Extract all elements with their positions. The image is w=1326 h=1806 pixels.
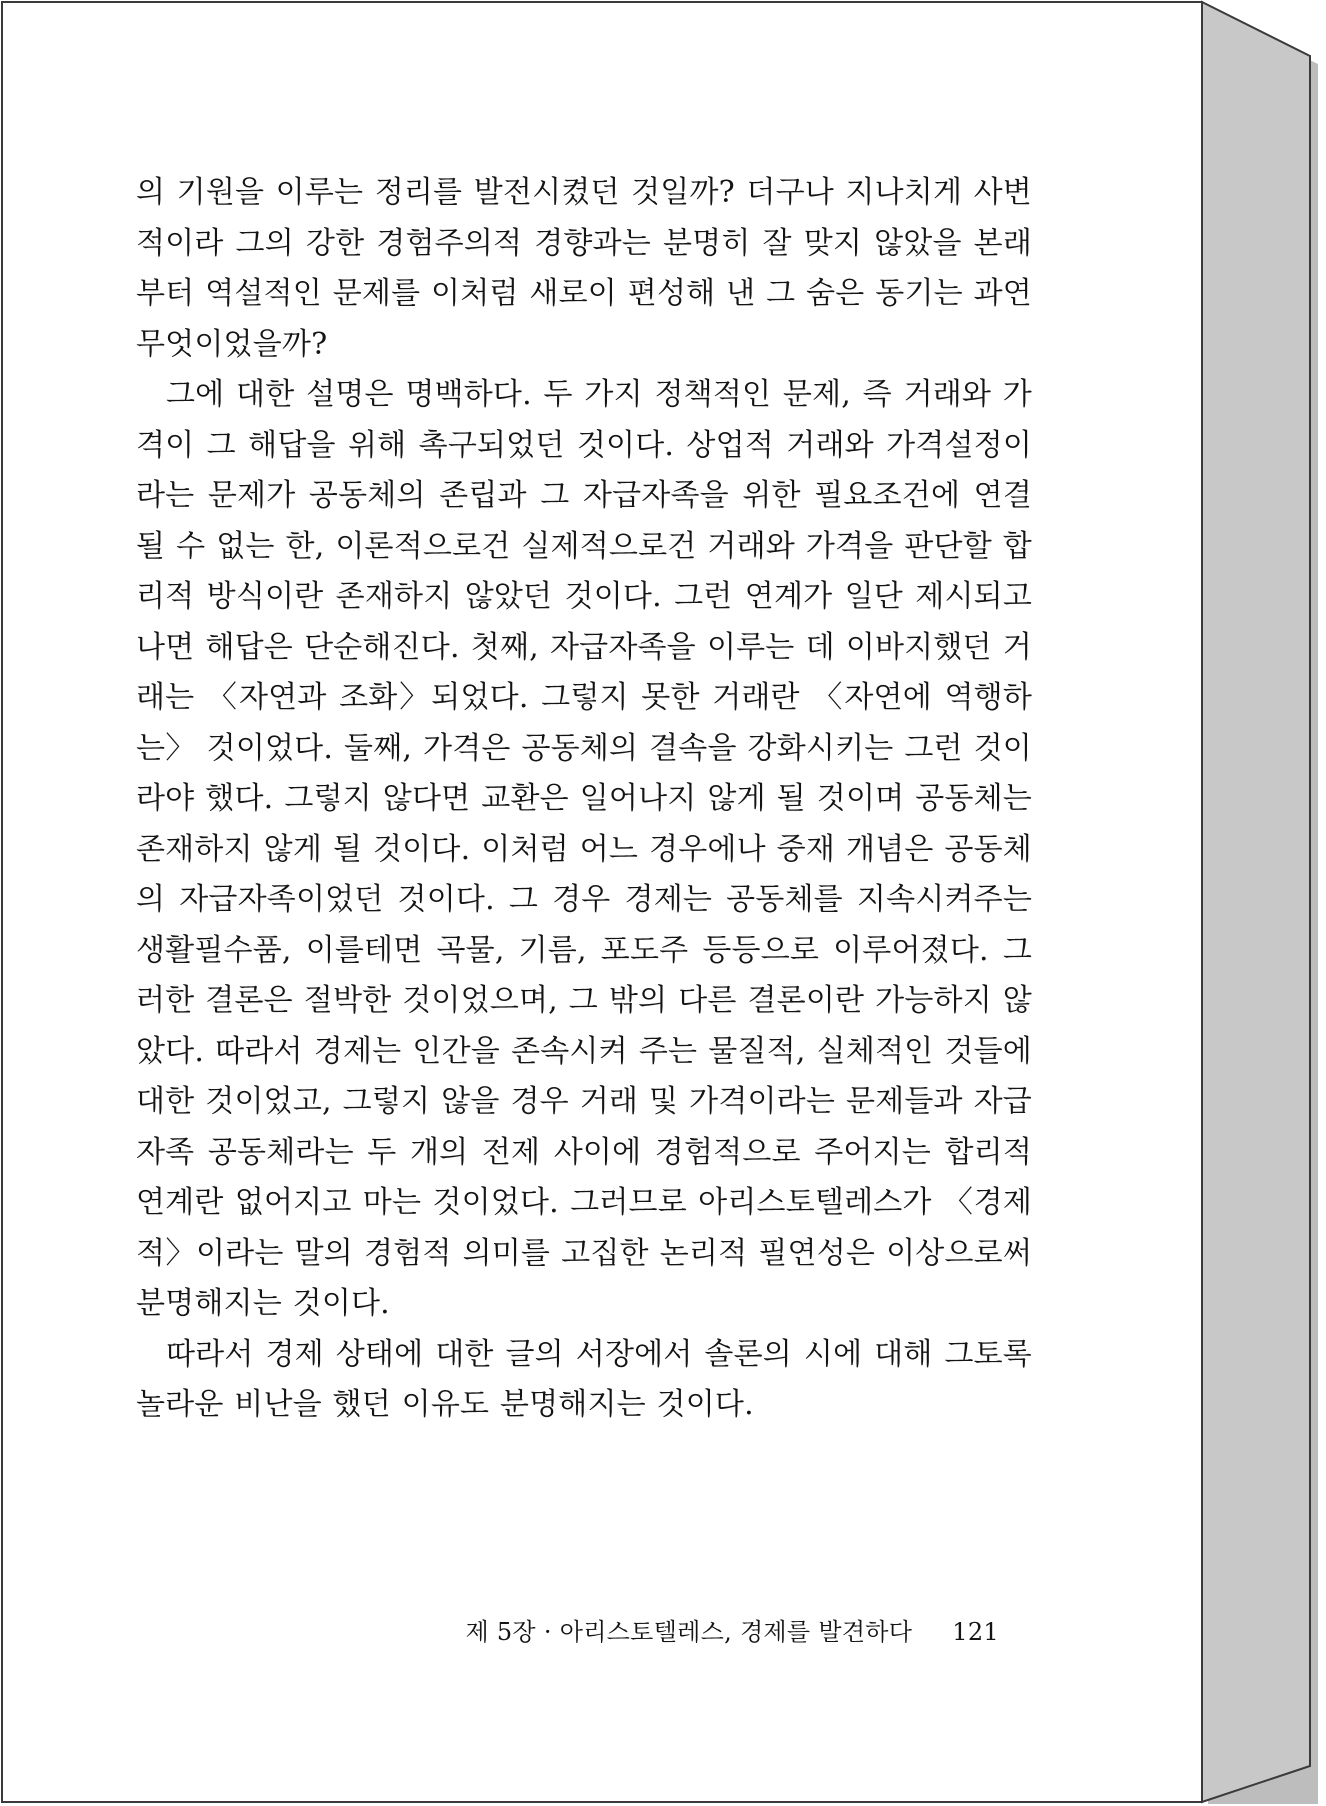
paragraph-3: 따라서 경제 상태에 대한 글의 서장에서 솔론의 시에 대해 그토록 놀라운 비난을 했던 이유도 분명해지는 것이다. xyxy=(136,1336,1032,1422)
chapter-title: 제 5장 · 아리스토텔레스, 경제를 발견하다 xyxy=(465,1618,913,1646)
page-number: 121 xyxy=(952,1618,999,1646)
running-footer xyxy=(465,1612,999,1647)
page-edges xyxy=(1202,2,1310,1802)
paragraph-2: 그에 대한 설명은 명백하다. 두 가지 정책적인 문제, 즉 거래와 가격이 그 해답을 위해 촉구되었던 것이다. 상업적 거래와 가격설정이라는 문제가 공동체의 존립과 그 자급자족을 위한 필요조건에 연결될 수 없는 한, 이론적으로건 실제적으로건 거래와 가격을 판단할 합리적 방식이란 존재하지 않았던 것이다. 그런 연계가 일단 제시되고 나면 해답은 단순해진다. 첫째, 자급자족을 이루는 데 이바지했던 거래는 〈자연과 조화〉되었다. 그렇지 못한 거래란 〈자연에 역행하는〉 것이었다. 둘째, 가격은 공동체의 결속을 강화시키는 그런 것이라야 했다. 그렇지 않다면 교환은 일어나지 않게 될 것이며 공동체는 존재하지 않게 될 것이다. 이처럼 어느 경우에나 중재 개념은 공동체의 자급자족이었던 것이다. 그 경우 경제는 공동체를 지속시켜주는 생활필수품, 이를테면 곡물, 기름, 포도주 등등으로 이루어졌다. 그러한 결론은 절박한 것이었으며, 그 밖의 다른 결론이란 가능하지 않았다. 따라서 경제는 인간을 존속시켜 주는 물질적, 실체적인 것들에 대한 것이었고, 그렇지 않을 경우 거래 및 가격이라는 문제들과 자급자족 공동체라는 두 개의 전제 사이에 경험적으로 주어지는 합리적 연계란 없어지고 마는 것이었다. 그러므로 아리스토텔레스가 〈경제적〉이라는 말의 경험적 의미를 고집한 논리적 필연성은 이상으로써 분명해지는 것이다. xyxy=(136,377,1032,1321)
paragraph-1: 의 기원을 이루는 정리를 발전시켰던 것일까? 더구나 지나치게 사변적이라 그의 강한 경험주의적 경향과는 분명히 잘 맞지 않았을 본래부터 역설적인 문제를 이처럼 새로이 편성해 낸 그 숨은 동기는 과연 무엇이었을까? xyxy=(136,175,1032,362)
page-body xyxy=(136,168,1032,1431)
